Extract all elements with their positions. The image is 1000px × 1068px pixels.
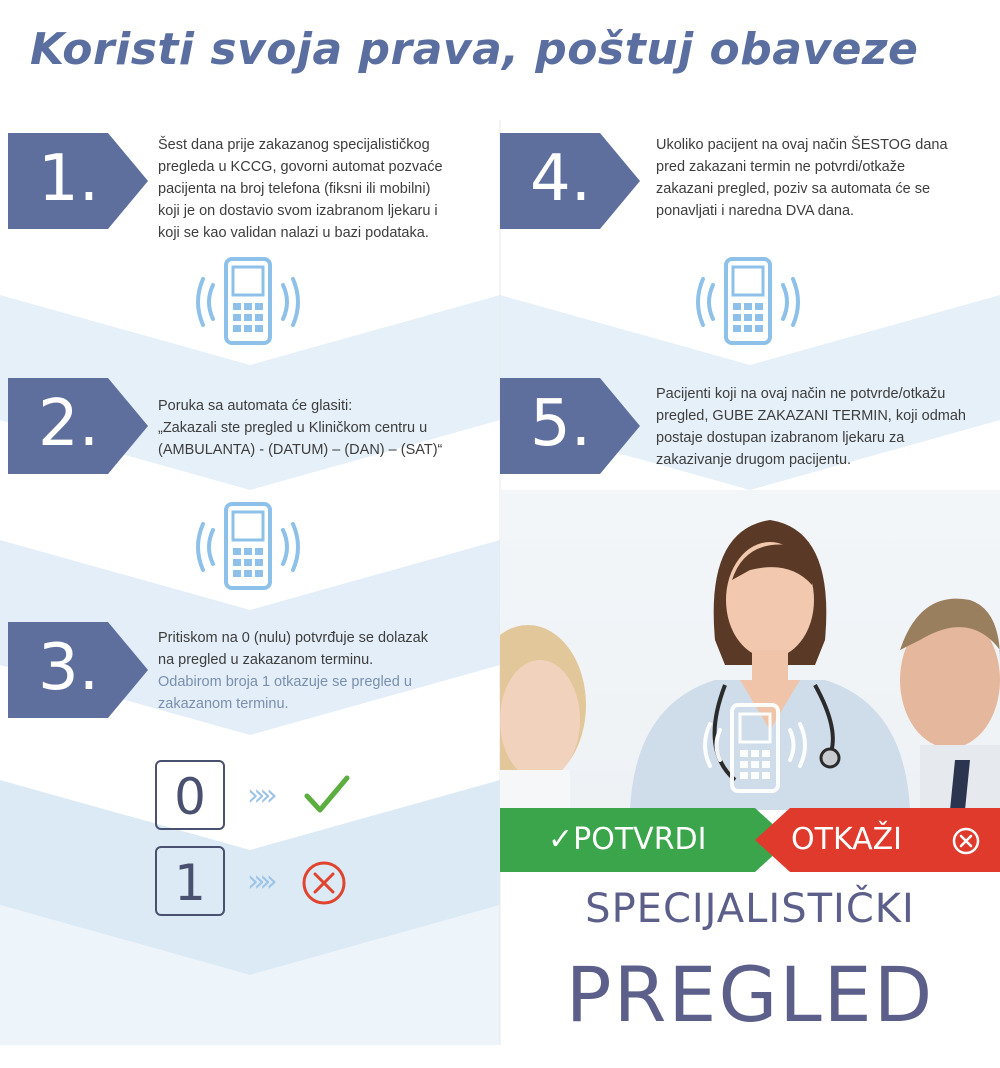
step-4-badge	[500, 133, 640, 229]
key-1-box: 1	[155, 846, 225, 916]
key-1-row	[155, 846, 375, 918]
check-icon	[303, 774, 351, 816]
step-2-line: Poruka sa automata će glasiti:	[158, 398, 353, 414]
page-title: Koristi svoja prava, poštuj obaveze	[30, 24, 919, 75]
step-1-line: pacijenta na broj telefona (fiksni ili mobilni)	[158, 181, 431, 197]
ringing-phone-icon	[693, 257, 803, 347]
step-1-badge	[8, 133, 148, 229]
step-1-line: koji je on dostavio svom izabranom ljekaru i	[158, 203, 438, 219]
ringing-phone-icon	[193, 257, 303, 347]
cancel-button	[755, 808, 1000, 872]
key-0-box: 0	[155, 760, 225, 830]
doctor-patients-photo	[500, 490, 1000, 810]
step-2-number: 2.	[38, 387, 100, 461]
step-4-text	[656, 134, 948, 222]
cancel-circle-icon	[951, 826, 981, 856]
step-4-line: pred zakazani termin ne potvrdi/otkaže	[656, 159, 906, 175]
step-4-line: Ukoliko pacijent na ovaj način ŠESTOG dana	[656, 137, 948, 153]
step-5-badge	[500, 378, 640, 474]
step-3-line: na pregled u zakazanom terminu.	[158, 652, 374, 668]
step-1-text	[158, 134, 443, 244]
step-3-number: 3.	[38, 631, 100, 705]
step-5-line: Pacijenti koji na ovaj način ne potvrde/otkažu	[656, 386, 946, 402]
step-1-number: 1.	[38, 142, 100, 216]
step-2-line: „Zakazali ste pregled u Kliničkom centru u	[158, 420, 428, 436]
step-5-line: zakazivanje drugom pacijentu.	[656, 452, 852, 468]
step-2-text	[158, 395, 442, 461]
step-5-text	[656, 383, 966, 471]
confirm-label: ✓POTVRDI	[548, 822, 707, 857]
step-3-line: zakazanom terminu.	[158, 696, 289, 712]
photo-illustration	[500, 490, 1000, 810]
step-1-line: Šest dana prije zakazanog specijalističkog	[158, 137, 430, 153]
step-1-line: pregleda u KCCG, govorni automat pozvaće	[158, 159, 443, 175]
step-4-number: 4.	[530, 142, 592, 216]
step-5-line: postaje dostupan izabranom ljekaru za	[656, 430, 905, 446]
cancel-circle-icon	[301, 860, 347, 906]
step-3-line: Pritiskom na 0 (nulu) potvrđuje se dolazak	[158, 630, 428, 646]
step-2-line: (AMBULANTA) - (DATUM) – (DAN) – (SAT)“	[158, 442, 443, 458]
key-0-row	[155, 760, 375, 832]
step-4-line: ponavljati i naredna DVA dana.	[656, 203, 855, 219]
step-5-number: 5.	[530, 387, 592, 461]
step-4-line: zakazani pregled, poziv sa automata će se	[656, 181, 931, 197]
heading-subtitle: SPECIJALISTIČKI	[585, 886, 915, 932]
double-chevron-icon: »»	[247, 778, 272, 813]
confirm-button	[500, 808, 790, 872]
step-3-line: Odabirom broja 1 otkazuje se pregled u	[158, 674, 412, 690]
double-chevron-icon: »»	[247, 864, 272, 899]
step-1-line: koji se kao validan nalazi u bazi podataka.	[158, 225, 429, 241]
step-2-badge	[8, 378, 148, 474]
heading-main: PREGLED	[565, 950, 935, 1039]
ringing-phone-icon	[193, 502, 303, 592]
cancel-label: OTKAŽI	[791, 822, 903, 857]
step-3-badge	[8, 622, 148, 718]
step-5-line: pregled, GUBE ZAKAZANI TERMIN, koji odmah	[656, 408, 966, 424]
step-3-text	[158, 627, 428, 715]
